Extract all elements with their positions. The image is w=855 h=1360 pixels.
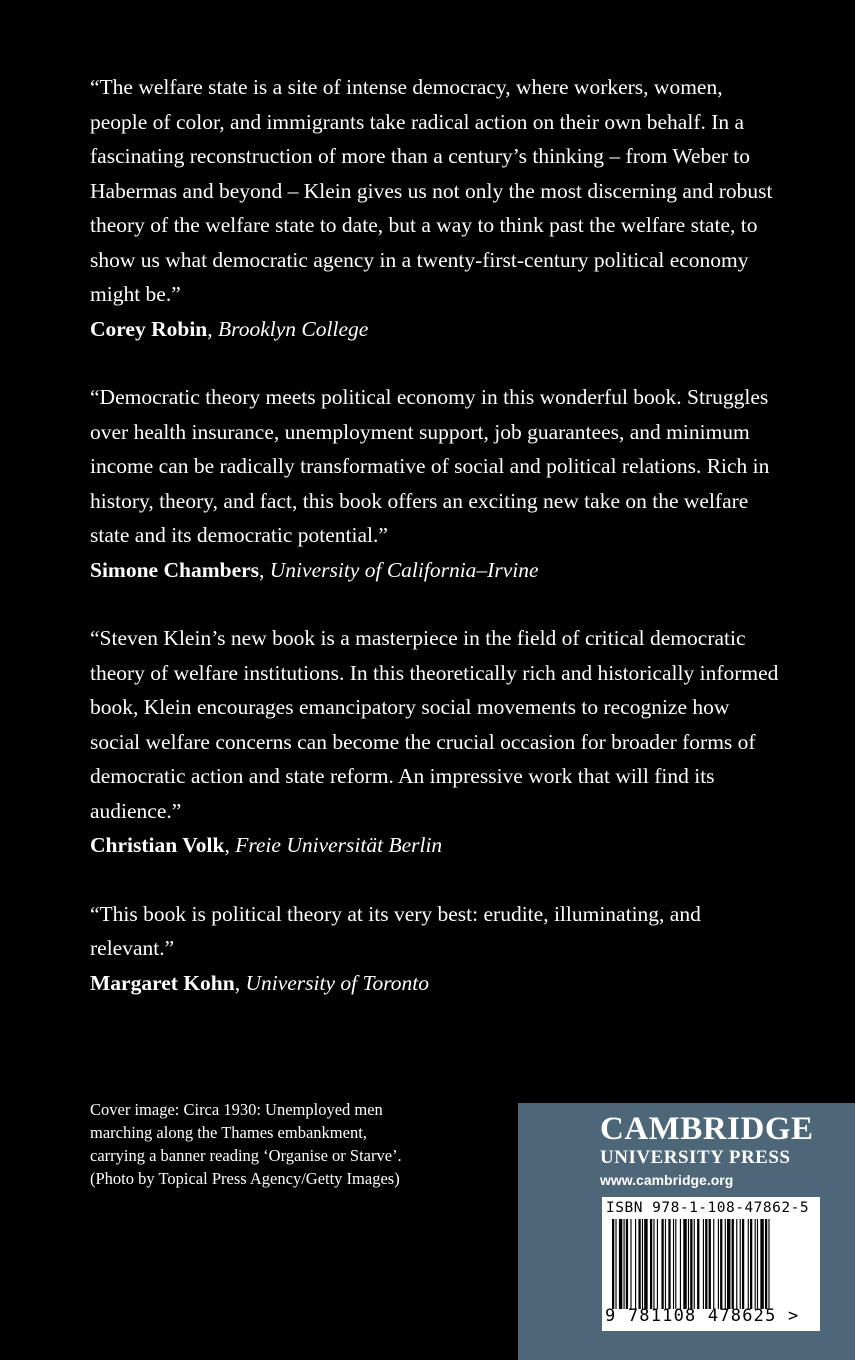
barcode-digits: 9 781108 478625 > xyxy=(605,1306,800,1326)
endorser-institution: University of Toronto xyxy=(245,970,430,995)
endorser-institution: Freie Universität Berlin xyxy=(235,833,443,857)
credit-line: Cover image: Circa 1930: Unemployed men xyxy=(90,1100,383,1119)
publisher-press: UNIVERSITY PRESS xyxy=(600,1147,791,1168)
endorser-name: Corey Robin xyxy=(90,316,208,341)
quote-text: “The welfare state is a site of intense democracy, where workers, women, people of color, and immigrants take radical action on their own behalf. In a fascinating reconstruction of more than a century’s thinking – from Weber to Habermas and beyond – Klein gives us not only the most discerning and robust theory of the welfare state to date, but a way to think past the welfare state, to show us what democratic agency in a twenty-first-century political economy might be.” xyxy=(90,75,773,306)
quote-attribution: Simone Chambers, University of California–Irvine xyxy=(90,557,539,582)
quote-text: “Steven Klein’s new book is a masterpiece in the field of critical democratic theory of welfare institutions. In this theoretically rich and historically informed book, Klein encourages emancipatory social movements to recognize how social welfare concerns can become the crucial occasion for broader forms of democratic action and state reform. An impressive work that will find its audience.” xyxy=(90,626,779,823)
endorsement-quote xyxy=(90,70,780,346)
endorsement-quote xyxy=(90,380,780,587)
endorsement-quote xyxy=(90,897,780,1001)
endorser-name: Margaret Kohn xyxy=(90,970,235,995)
publisher-logo xyxy=(600,1111,840,1190)
publisher-url: www.cambridge.org xyxy=(600,1172,734,1188)
endorsements xyxy=(90,70,780,1034)
barcode-bars xyxy=(606,1219,816,1309)
credit-line: (Photo by Topical Press Agency/Getty Images) xyxy=(90,1169,400,1188)
quote-text: “Democratic theory meets political economy in this wonderful book. Struggles over health insurance, unemployment support, job guarantees, and minimum income can be radically transformative of social and political relations. Rich in history, theory, and fact, this book offers an exciting new take on the welfare state and its democratic potential.” xyxy=(90,385,770,547)
isbn-barcode xyxy=(602,1197,820,1331)
publisher-name: CAMBRIDGE xyxy=(600,1111,814,1147)
quote-attribution: Corey Robin, Brooklyn College xyxy=(90,316,369,341)
endorser-institution: University of California–Irvine xyxy=(269,557,539,582)
quote-attribution: Margaret Kohn, University of Toronto xyxy=(90,970,430,995)
credit-line: carrying a banner reading ‘Organise or Starve’. xyxy=(90,1146,402,1165)
quote-text: “This book is political theory at its very best: erudite, illuminating, and relevant.” xyxy=(90,901,701,960)
endorser-name: Christian Volk xyxy=(90,833,225,857)
endorser-institution: Brooklyn College xyxy=(218,316,369,341)
cover-image-credit xyxy=(90,1098,510,1190)
publisher-panel xyxy=(518,1103,855,1360)
credit-line: marching along the Thames embankment, xyxy=(90,1123,367,1142)
endorsement-quote xyxy=(90,621,780,863)
isbn-label: ISBN 978-1-108-47862-5 xyxy=(606,1200,810,1216)
quote-attribution: Christian Volk, Freie Universität Berlin xyxy=(90,833,443,857)
endorser-name: Simone Chambers xyxy=(90,557,260,582)
